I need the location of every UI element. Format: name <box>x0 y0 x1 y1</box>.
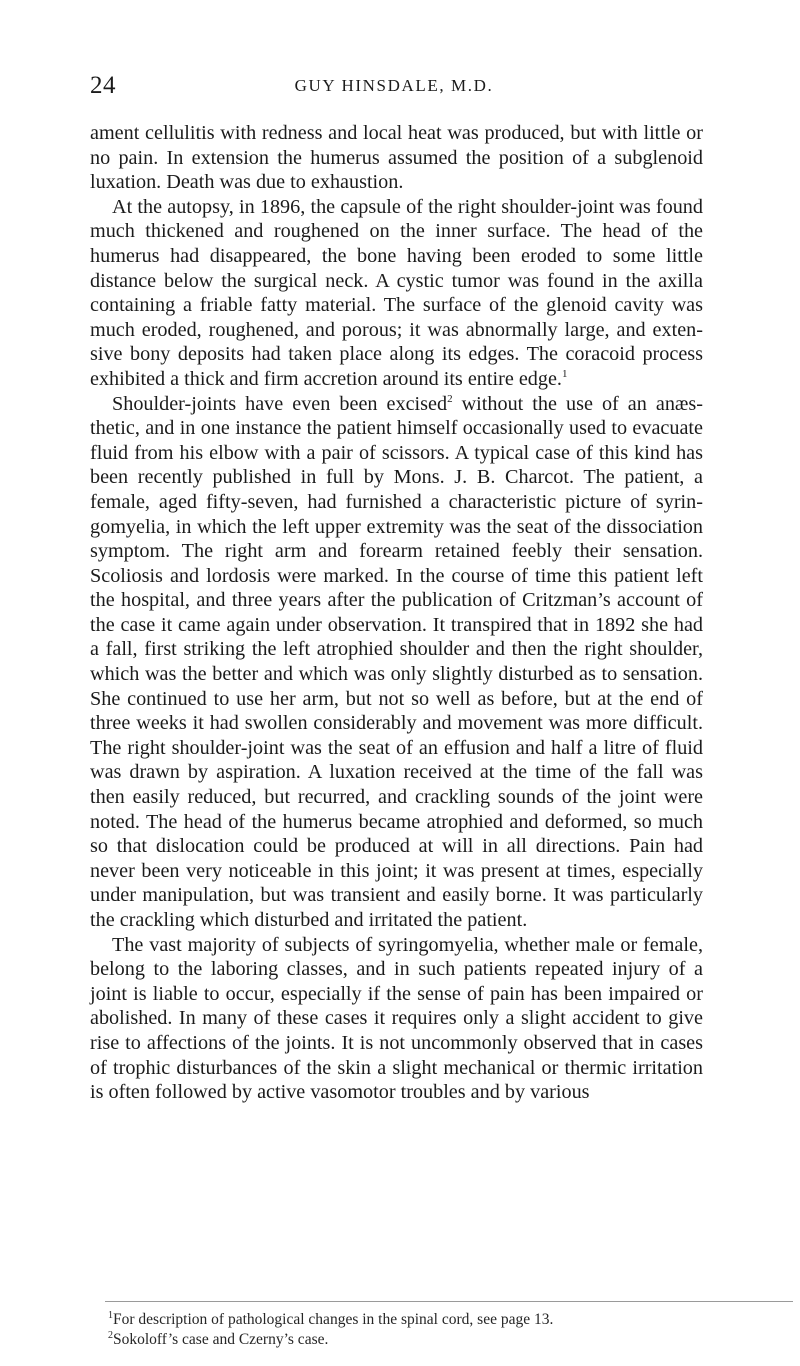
footnote-ref: 1 <box>561 367 568 380</box>
paragraph-text: At the autopsy, in 1896, the capsule of the right shoulder-joint was found much thickened and roughened on the inner surface. The head of the humerus had disappeared, the bone having been eroded to some little distance below the surgical neck. A cystic tumor was found in the axilla containing a friable fatty material. The surface of the glenoid cavity was much eroded, roughened, and porous; it was abnormally large, and extensive bony deposits had taken place along its edges. The coracoid process exhibited a thick and firm accretion around its entire edge. <box>90 195 703 390</box>
page-header <box>90 72 698 102</box>
paragraph-text: without the use of an anæsthetic, and in one instance the patient himself occasionally used to evacuate fluid from his elbow with a pair of scissors. A typical case of this kind has been recently published in full by Mons. J. B. Charcot. The patient, a female, aged fifty-seven, had furnished a characteristic picture of syringomyelia, in which the left upper extremity was the seat of the dissociation symptom. The right arm and forearm retained feebly their sensation. Scoliosis and lordosis were marked. In the course of time this patient left the hospital, and three years after the publication of Critzman’s account of the case it came again under observation. It transpired that in 1892 she had a fall, first striking the left atrophied shoulder and then the right shoulder, which was the better and which was only slightly disturbed as to sensation. She continued to use her arm, but not so well as before, but at the end of three weeks it had swollen considerably and movement was more difficult. The right shoulder-joint was the seat of an effusion and half a litre of fluid was drawn by aspiration. A luxation received at the time of the fall was then easily reduced, but recurred, and crackling sounds of the joint were noted. The head of the humerus became atrophied and deformed, so much so that dislocation could be produced at will in all directions. Pain had never been very noticeable in this joint; it was present at times, especially under manipulation, but was transient and easily borne. It was particularly the crackling which disturbed and irritated the patient. <box>90 392 703 931</box>
paragraph <box>90 121 703 195</box>
footnote <box>108 1310 708 1330</box>
footnote-text: For description of pathological changes in the spinal cord, see page 13. <box>113 1311 554 1328</box>
footnotes <box>108 1310 708 1350</box>
footnote-marker: 1 <box>108 1310 113 1321</box>
paragraph <box>90 933 703 1105</box>
body-text <box>90 121 703 1105</box>
page-number: 24 <box>90 72 116 99</box>
footnote-text: Sokoloff’s case and Czerny’s case. <box>113 1331 329 1348</box>
running-head: GUY HINSDALE, M.D. <box>294 76 494 95</box>
paragraph-text: ament cellulitis with redness and local heat was produced, but with little or no pain. In extension the humerus assumed the position of a subglenoid luxation. Death was due to exhaustion. <box>90 122 703 194</box>
paragraph-text: The vast majority of subjects of syringomyelia, whether male or female, belong to the laboring classes, and in such patients repeated injury of a joint is liable to occur, especially if the sense of pain has been impaired or abolished. In many of these cases it requires only a slight accident to give rise to affections of the joints. It is not uncommonly observed that in cases of trophic disturbances of the skin a slight mechanical or thermic irritation is often followed by active vasomotor troubles and by various <box>90 933 703 1104</box>
paragraph <box>90 392 703 933</box>
paragraph <box>90 195 703 392</box>
footnote <box>108 1330 708 1350</box>
footnote-divider <box>105 1301 793 1302</box>
footnote-ref: 2 <box>447 392 453 405</box>
footnote-marker: 2 <box>108 1330 113 1341</box>
paragraph-text: Shoulder-joints have even been excised <box>112 392 448 415</box>
